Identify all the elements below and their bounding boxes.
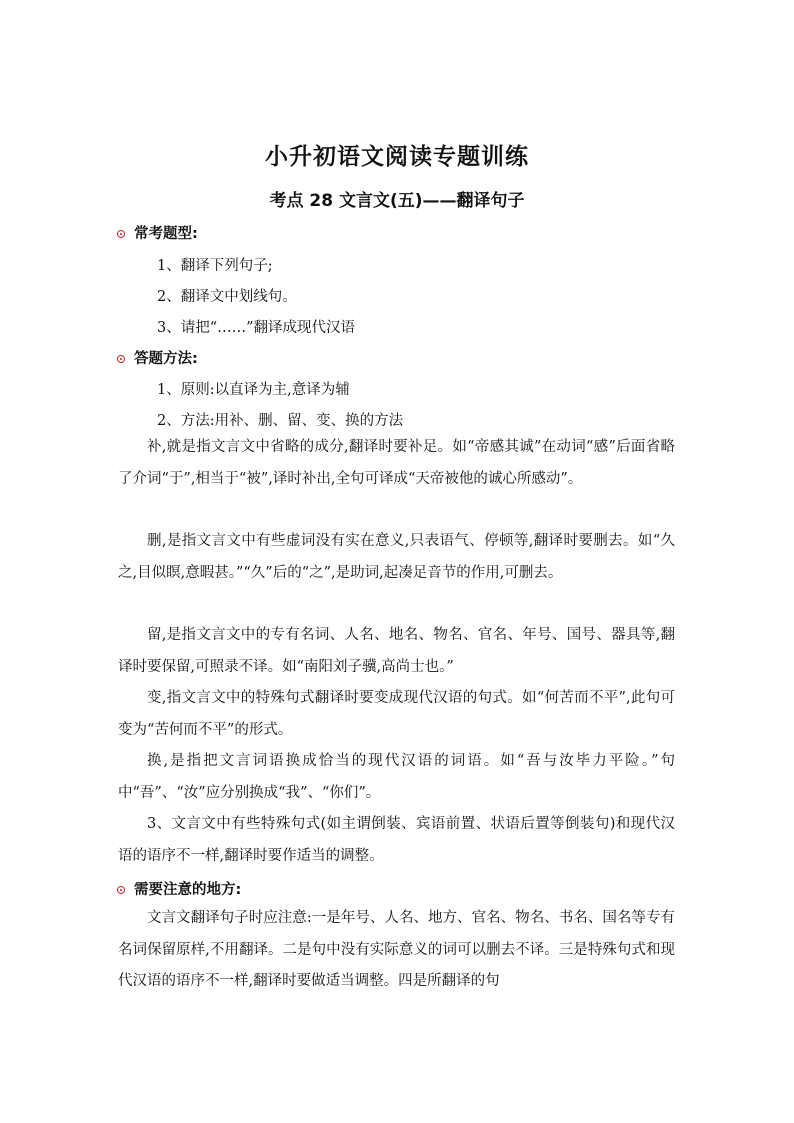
- page-title: 小升初语文阅读专题训练: [265, 144, 529, 170]
- page-subtitle: 考点 28 文言文(五)——翻译句子: [269, 191, 525, 211]
- paragraph-huan: 换,是指把文言词语换成恰当的现代汉语的词语。如“吾与汝毕力平险。”句中“吾”、“汝”应分别换成“我”、“你们”。: [118, 753, 675, 801]
- list-item: 1、翻译下列句子;: [157, 258, 273, 274]
- paragraph-notes: 文言文翻译句子时应注意:一是年号、人名、地方、官名、物名、书名、国名等专有名词保留原样,不用翻译。二是句中没有实际意义的词可以删去不译。三是特殊句式和现代汉语的语序不一样,翻译时要做适当调整。四是所翻译的句: [118, 910, 675, 989]
- list-item: 1、原则:以直译为主,意译为辅: [157, 382, 350, 398]
- paragraph-liu: 留,是指文言文中的专有名词、人名、地名、物名、官名、年号、国号、器具等,翻译时要保留,可照录不译。如“南阳刘子骥,高尚士也。”: [118, 627, 675, 675]
- paragraph-bu: 补,就是指文言文中省略的成分,翻译时要补足。如“帝感其诚”在动词“感”后面省略了介词“于”,相当于“被”,译时补出,全句可译成“天帝被他的诚心所感动”。: [118, 439, 675, 487]
- paragraph-word-order: 3、文言文中有些特殊句式(如主谓倒装、宾语前置、状语后置等倒装句)和现代汉语的语序不一样,翻译时要作适当的调整。: [118, 816, 675, 864]
- paragraph-bian: 变,指文言文中的特殊句式翻译时要变成现代汉语的句式。如“何苦而不平”,此句可变为“苦何而不平”的形式。: [118, 690, 675, 738]
- section-heading-notes: [117, 878, 241, 899]
- list-item: 3、请把“……”翻译成现代汉语: [157, 320, 356, 336]
- circle-bullet-icon: [117, 355, 125, 363]
- list-item: 2、方法:用补、删、留、变、换的方法: [157, 413, 404, 429]
- heading-text: 答题方法:: [134, 351, 198, 367]
- heading-text: 常考题型:: [134, 226, 198, 242]
- section-heading-question-types: [117, 222, 198, 243]
- circle-bullet-icon: [117, 886, 125, 894]
- section-heading-methods: [117, 347, 198, 368]
- paragraph-shan: 删,是指文言文中有些虚词没有实在意义,只表语气、停顿等,翻译时要删去。如“久之,目似瞑,意暇甚。”“久”后的“之”,是助词,起凑足音节的作用,可删去。: [118, 533, 675, 581]
- list-item: 2、翻译文中划线句。: [157, 289, 297, 305]
- heading-text: 需要注意的地方:: [134, 882, 242, 898]
- circle-bullet-icon: [117, 230, 125, 238]
